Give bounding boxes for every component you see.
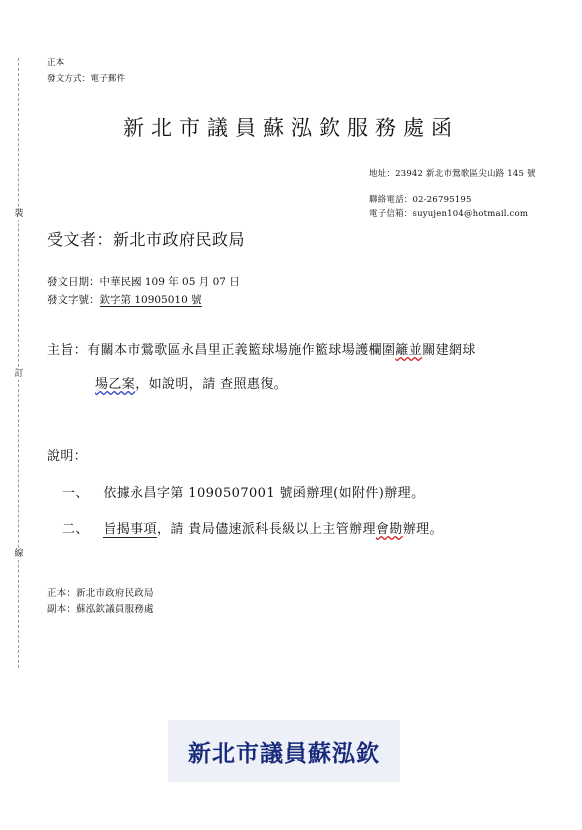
recipient: 受文者：新北市政府民政局 [47,230,246,249]
issue-date: 發文日期：中華民國 109 年 05 月 07 日 [47,276,240,288]
send-method-label: 發文方式： [47,74,91,84]
distribution-copy: 副本：蘇泓欽議員服務處 [47,604,154,615]
explanation-item-2-underlined: 旨揭事項 [103,522,157,537]
binding-mark-zhuang: 裝 [12,208,26,220]
subject-line-2 [95,373,287,392]
explanation-item-2-wavy: 會勘 [375,522,403,537]
explanation-heading: 說明： [47,449,88,464]
councilor-stamp-text: 新北市議員蘇泓欽 [188,740,380,767]
document-title: 新北市議員蘇泓欽服務處函 [123,116,459,140]
send-method-value: 電子郵件 [90,74,126,84]
subject-line-1 [47,339,476,358]
contact-email: 電子信箱：suyujen104@hotmail.com [369,209,529,219]
binding-mark-xian: 線 [12,548,26,560]
binding-mark-ding: 訂 [12,368,26,380]
subject-text-1b: 籬並 [395,343,423,358]
explanation-item-2-marker: 二、 [62,522,89,537]
explanation-item-1 [62,482,424,501]
subject-text-2a: 場乙案 [95,377,136,392]
contact-phone: 聯絡電話：02-26795195 [369,195,472,205]
councilor-stamp [168,720,400,782]
contact-address: 地址：23942 新北市鶯歌區尖山路 145 號 [369,169,536,179]
explanation-item-1-marker: 一、 [62,486,89,501]
subject-text-2b: ，如說明，請 查照惠復。 [135,377,288,392]
send-method [47,72,125,84]
subject-text-1c: 關建網球 [422,343,476,358]
document-number-value: 欽字第 10905010 號 [99,294,202,306]
document-number [47,292,202,307]
explanation-item-2 [62,518,443,537]
subject-text-1a: 有關本市鶯歌區永昌里正義籃球場施作籃球場護欄圍 [87,343,396,358]
subject-label: 主旨： [47,343,88,358]
binding-dashed-line [18,58,19,668]
explanation-item-2-mid: ，請 貴局儘速派科長級以上主管辦理 [156,522,376,537]
distribution-original: 正本：新北市政府民政局 [47,588,154,599]
explanation-item-1-text: 依據永昌字第 1090507001 號函辦理(如附件)辦理。 [103,486,425,501]
copy-type: 正本 [47,58,65,68]
document-number-label: 發文字號： [47,294,100,306]
explanation-item-2-end: 辦理。 [402,522,443,537]
